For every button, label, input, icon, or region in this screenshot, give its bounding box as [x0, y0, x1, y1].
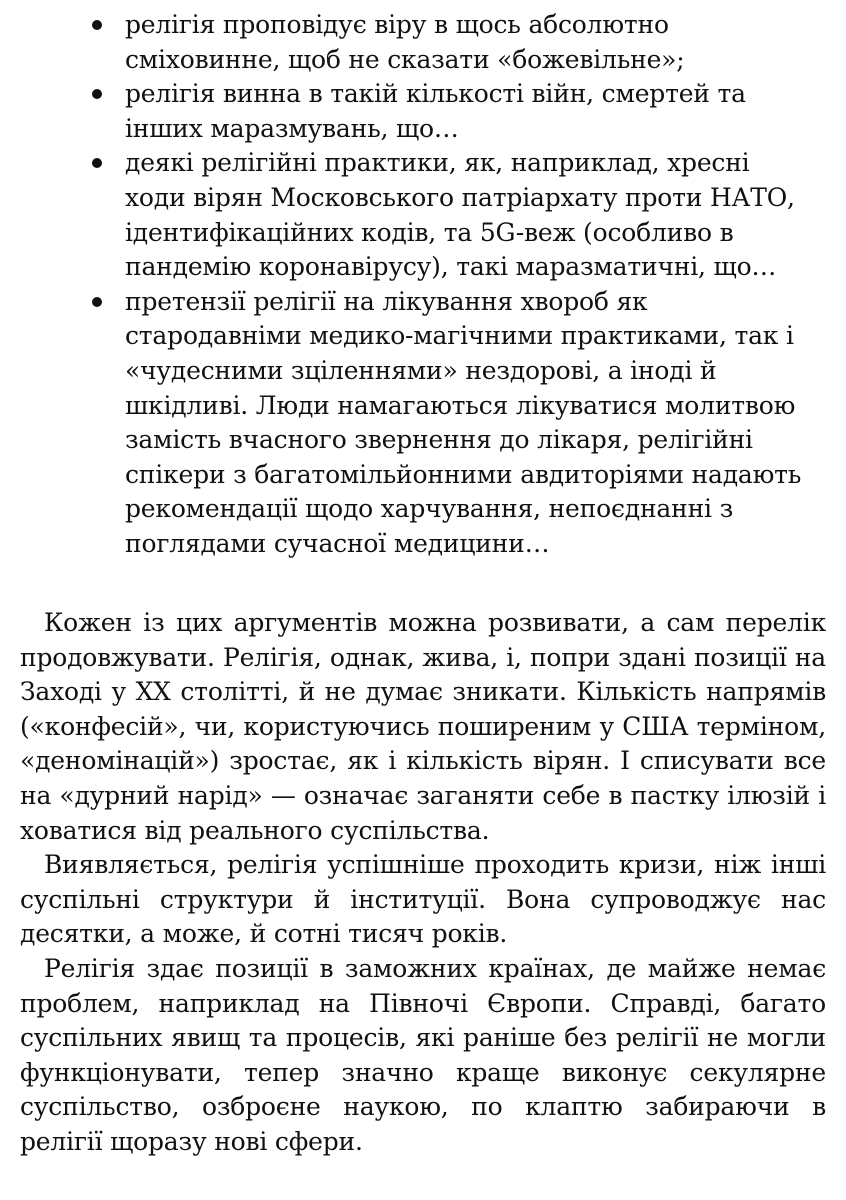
bullet-list	[92, 8, 808, 562]
bullet-item: релігія проповідує віру в щось абсолютно сміховинне, щоб не сказати «божевільне»;	[92, 8, 808, 77]
bullet-item: деякі релігійні практики, як, наприклад, хресні ходи вірян Московського патріархату проти НАТО, ідентифікаційних кодів, та 5G-веж (особливо в пандемію коронавірусу), такі маразматичні, що…	[92, 146, 808, 284]
paragraph: Релігія здає позиції в заможних країнах, де майже немає проблем, наприклад на Півночі Європи. Справді, багато суспільних явищ та процесів, які раніше без релігії не могли функціонувати, тепер значно краще виконує секулярне суспільство, озброєне наукою, по клаптю забираючи в релігії щоразу нові сфери.	[20, 953, 826, 1156]
body-text	[20, 606, 826, 1160]
paragraph: Кожен із цих аргументів можна розвивати, а сам перелік продовжувати. Релігія, однак, жива, і, попри здані позиції на Заході у XX столітті, й не думає зникати. Кількість напрямів («конфесій», чи, користуючись поширеним у США терміном, «деномінацій») зростає, як і кількість вірян. І списувати все на «дурний нарід» — означає заганяти себе в пастку ілюзій і ховатися від реального суспільства.	[20, 608, 826, 845]
bullet-item: релігія винна в такій кількості війн, смертей та інших маразмувань, що…	[92, 77, 808, 146]
paragraph: Виявляється, релігія успішніше проходить кризи, ніж інші суспільні структури й інституції. Вона супроводжує нас десятки, а може, й сотні тисяч років.	[20, 850, 826, 949]
bullet-item: претензії релігії на лікування хвороб як стародавніми медико-магічними практиками, так і «чудесними зціленнями» нездорові, а іноді й шкідливі. Люди намагаються лікуватися молитвою замість вчасного звернення до лікаря, релігійні спікери з багатомільйонними авдиторіями надають рекомендації щодо харчування, непоєднанні з поглядами сучасної медицини…	[92, 285, 808, 562]
